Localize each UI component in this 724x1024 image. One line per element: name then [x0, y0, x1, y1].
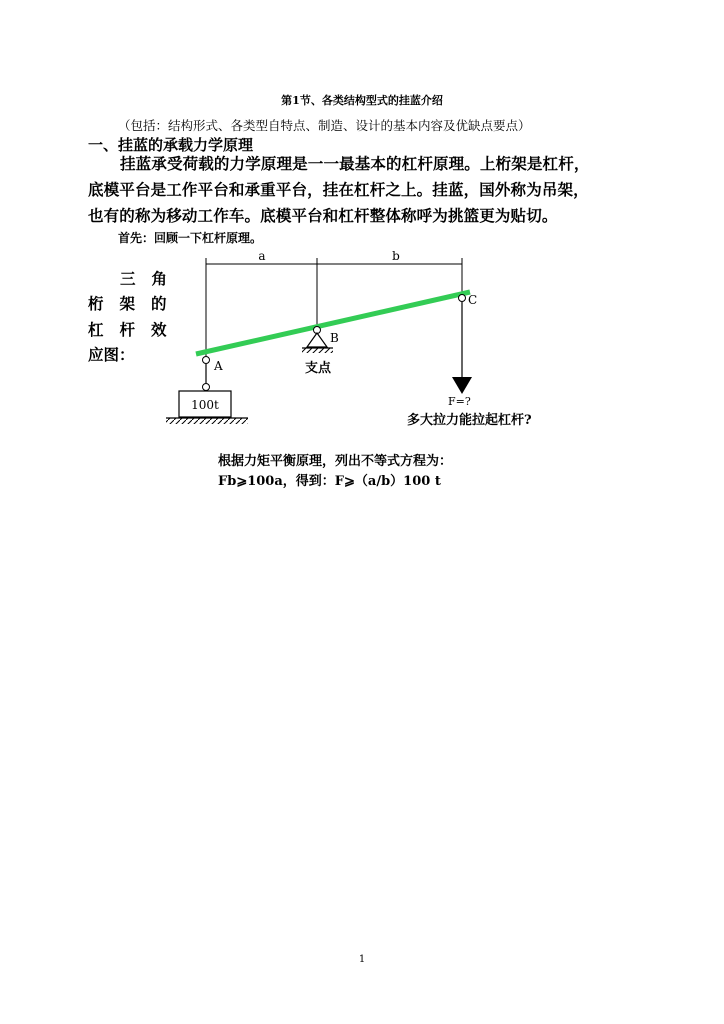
dimension-a-label: a [258, 249, 266, 263]
weight-label: 100t [191, 398, 219, 412]
side-label-line-3: 杠杆效 [88, 320, 183, 339]
intro-line: 首先：回顾一下杠杆原理。 [118, 231, 263, 245]
section-title: 第1节、各类结构型式的挂蓝介绍 [281, 94, 443, 107]
paragraph-line-2: 底模平台是工作平台和承重平台，挂在杠杆之上。挂蓝，国外称为吊架， [88, 180, 589, 199]
paragraph-line-3: 也有的称为移动工作车。底模平台和杠杆整体称呼为挑篮更为贴切。 [88, 206, 558, 225]
ground [166, 418, 248, 424]
section-subtitle: （包括：结构形式、各类型自特点、制造、设计的基本内容及优缺点要点） [118, 118, 531, 133]
dimension-line [206, 258, 462, 270]
equation: Fb⩾100a，得到：F⩾（a/b）100 t [218, 474, 441, 489]
paragraph-line-1: 挂蓝承受荷载的力学原理是一一最基本的杠杆原理。上桁架是杠杆， [120, 154, 590, 173]
side-label-line-1: 三角 [120, 269, 184, 288]
page-number: 1 [358, 954, 366, 965]
point-c-label: C [468, 293, 478, 307]
equation-intro: 根据力矩平衡原理，列出不等式方程为： [218, 454, 453, 469]
point-a-label: A [214, 359, 223, 373]
weight-hook [203, 384, 210, 391]
point-c-joint [459, 295, 466, 302]
heading: 一、挂蓝的承载力学原理 [88, 136, 254, 154]
fulcrum-label: 支点 [304, 361, 332, 376]
force-arrow-head [452, 377, 472, 394]
point-b-label: B [330, 331, 339, 345]
side-label-line-4: 应图： [88, 345, 135, 364]
side-label-line-2: 桁架的 [88, 294, 183, 313]
force-label: F=? [448, 395, 471, 408]
dimension-b-label: b [392, 249, 400, 263]
diagram-question: 多大拉力能拉起杠杆? [407, 413, 532, 428]
point-a-joint [203, 357, 210, 364]
